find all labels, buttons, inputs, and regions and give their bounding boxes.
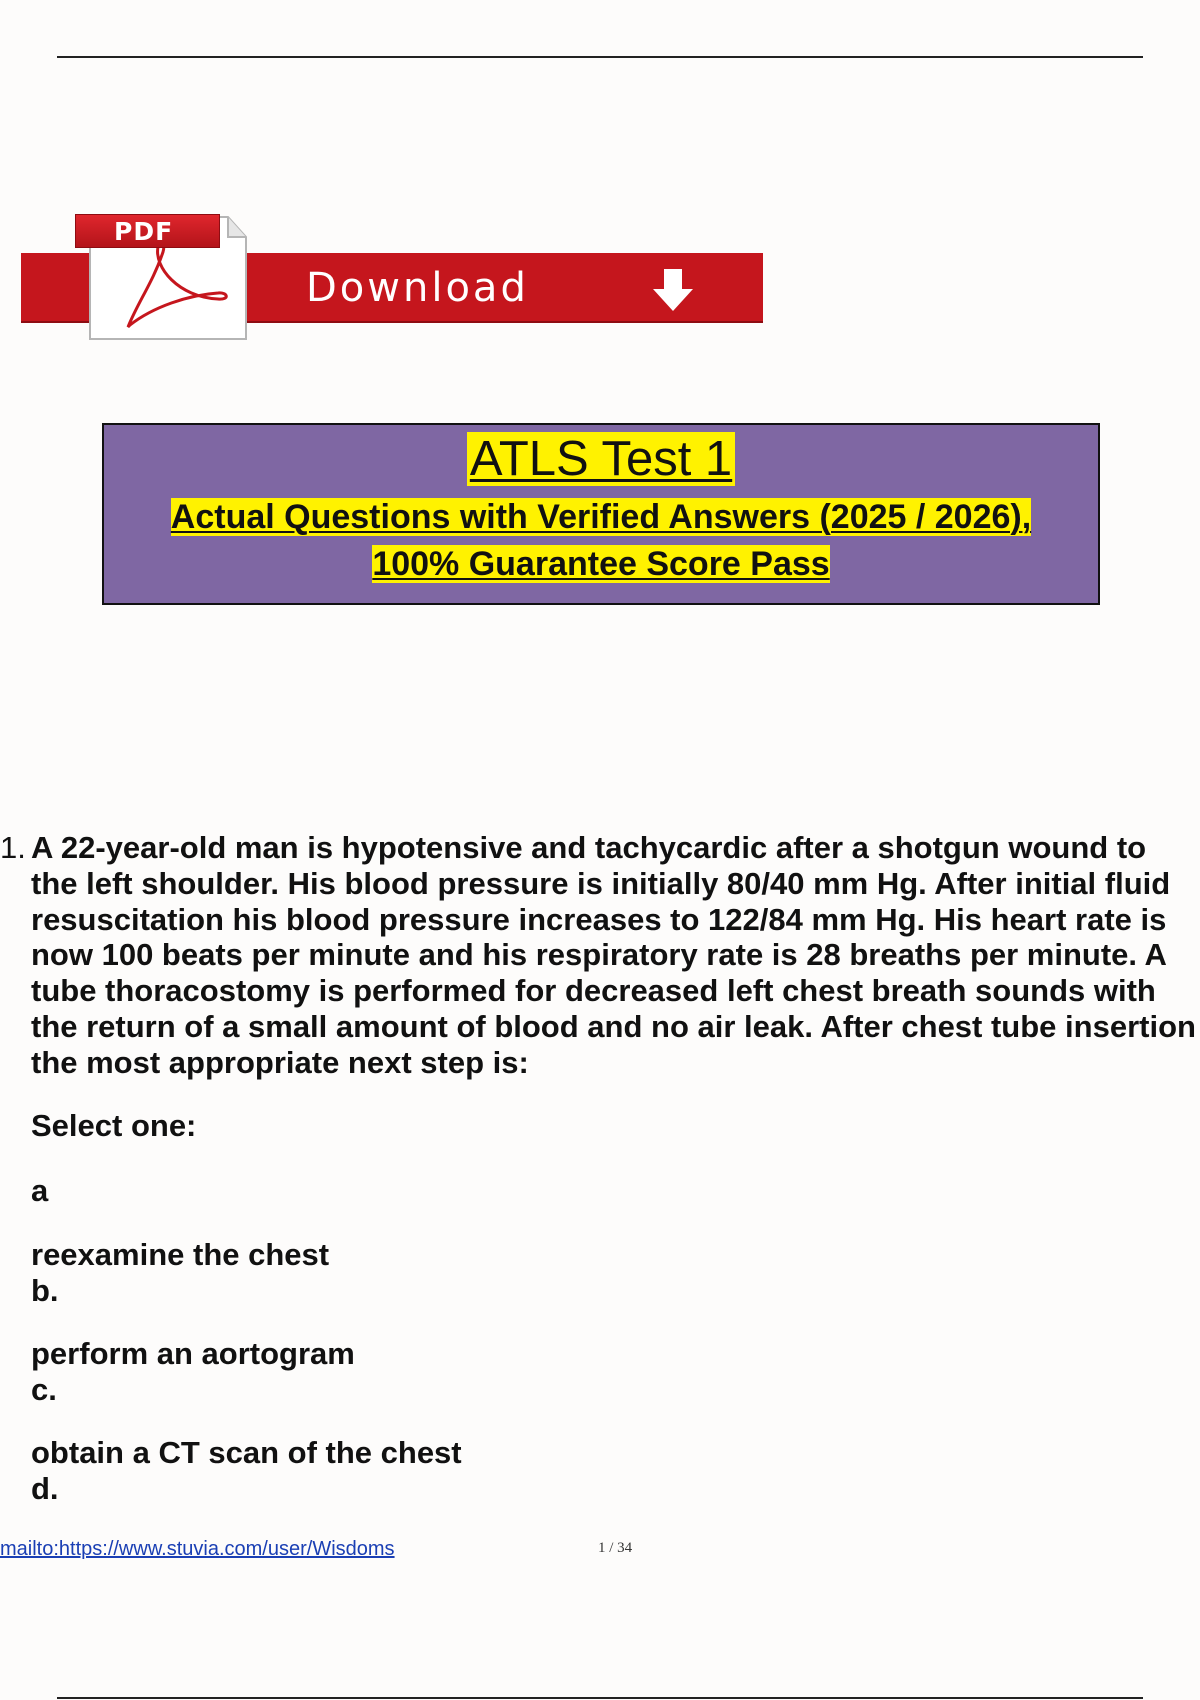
page-number: 1 / 34	[598, 1540, 633, 1556]
option-label-c: c.	[31, 1372, 57, 1407]
pdf-file-icon	[68, 207, 248, 341]
download-banner[interactable]	[18, 203, 768, 343]
question-line: now 100 beats per minute and his respiratory rate is 28 breaths per minute. A	[31, 937, 1167, 972]
subtitle-line-2: 100% Guarantee Score Pass	[372, 545, 830, 583]
bottom-rule	[57, 1697, 1143, 1699]
question-line: the most appropriate next step is:	[31, 1045, 529, 1080]
down-arrow-icon	[648, 265, 698, 315]
question-line: tube thoracostomy is performed for decreased left chest breath sounds with	[31, 973, 1156, 1008]
option-label-b: b.	[31, 1273, 59, 1308]
question-line: the return of a small amount of blood and no air leak. After chest tube insertion	[31, 1009, 1196, 1044]
subtitle-line-1: Actual Questions with Verified Answers (2025 / 2026),	[170, 498, 1032, 536]
option-text[interactable]: reexamine the chest	[31, 1237, 330, 1272]
option-text[interactable]: perform an aortogram	[31, 1336, 355, 1371]
question-line: resuscitation his blood pressure increases to 122/84 mm Hg. His heart rate is	[31, 902, 1167, 937]
question-line: A 22-year-old man is hypotensive and tachycardic after a shotgun wound to	[31, 830, 1147, 865]
top-rule	[57, 56, 1143, 58]
title-box	[102, 423, 1100, 605]
subtitle	[104, 494, 1098, 588]
question-number: 1.	[0, 830, 26, 865]
option-label-d: d.	[31, 1471, 59, 1506]
pdf-label: PDF	[75, 214, 220, 248]
question-line: the left shoulder. His blood pressure is initially 80/40 mm Hg. After initial fluid	[31, 866, 1171, 901]
option-label-a: a	[31, 1173, 49, 1208]
page-title: ATLS Test 1	[467, 432, 735, 486]
option-text[interactable]: obtain a CT scan of the chest	[31, 1435, 462, 1470]
footer-link[interactable]: mailto:https://www.stuvia.com/user/Wisdoms	[0, 1538, 395, 1560]
select-prompt: Select one:	[31, 1108, 197, 1143]
download-label[interactable]: Download	[306, 265, 529, 311]
